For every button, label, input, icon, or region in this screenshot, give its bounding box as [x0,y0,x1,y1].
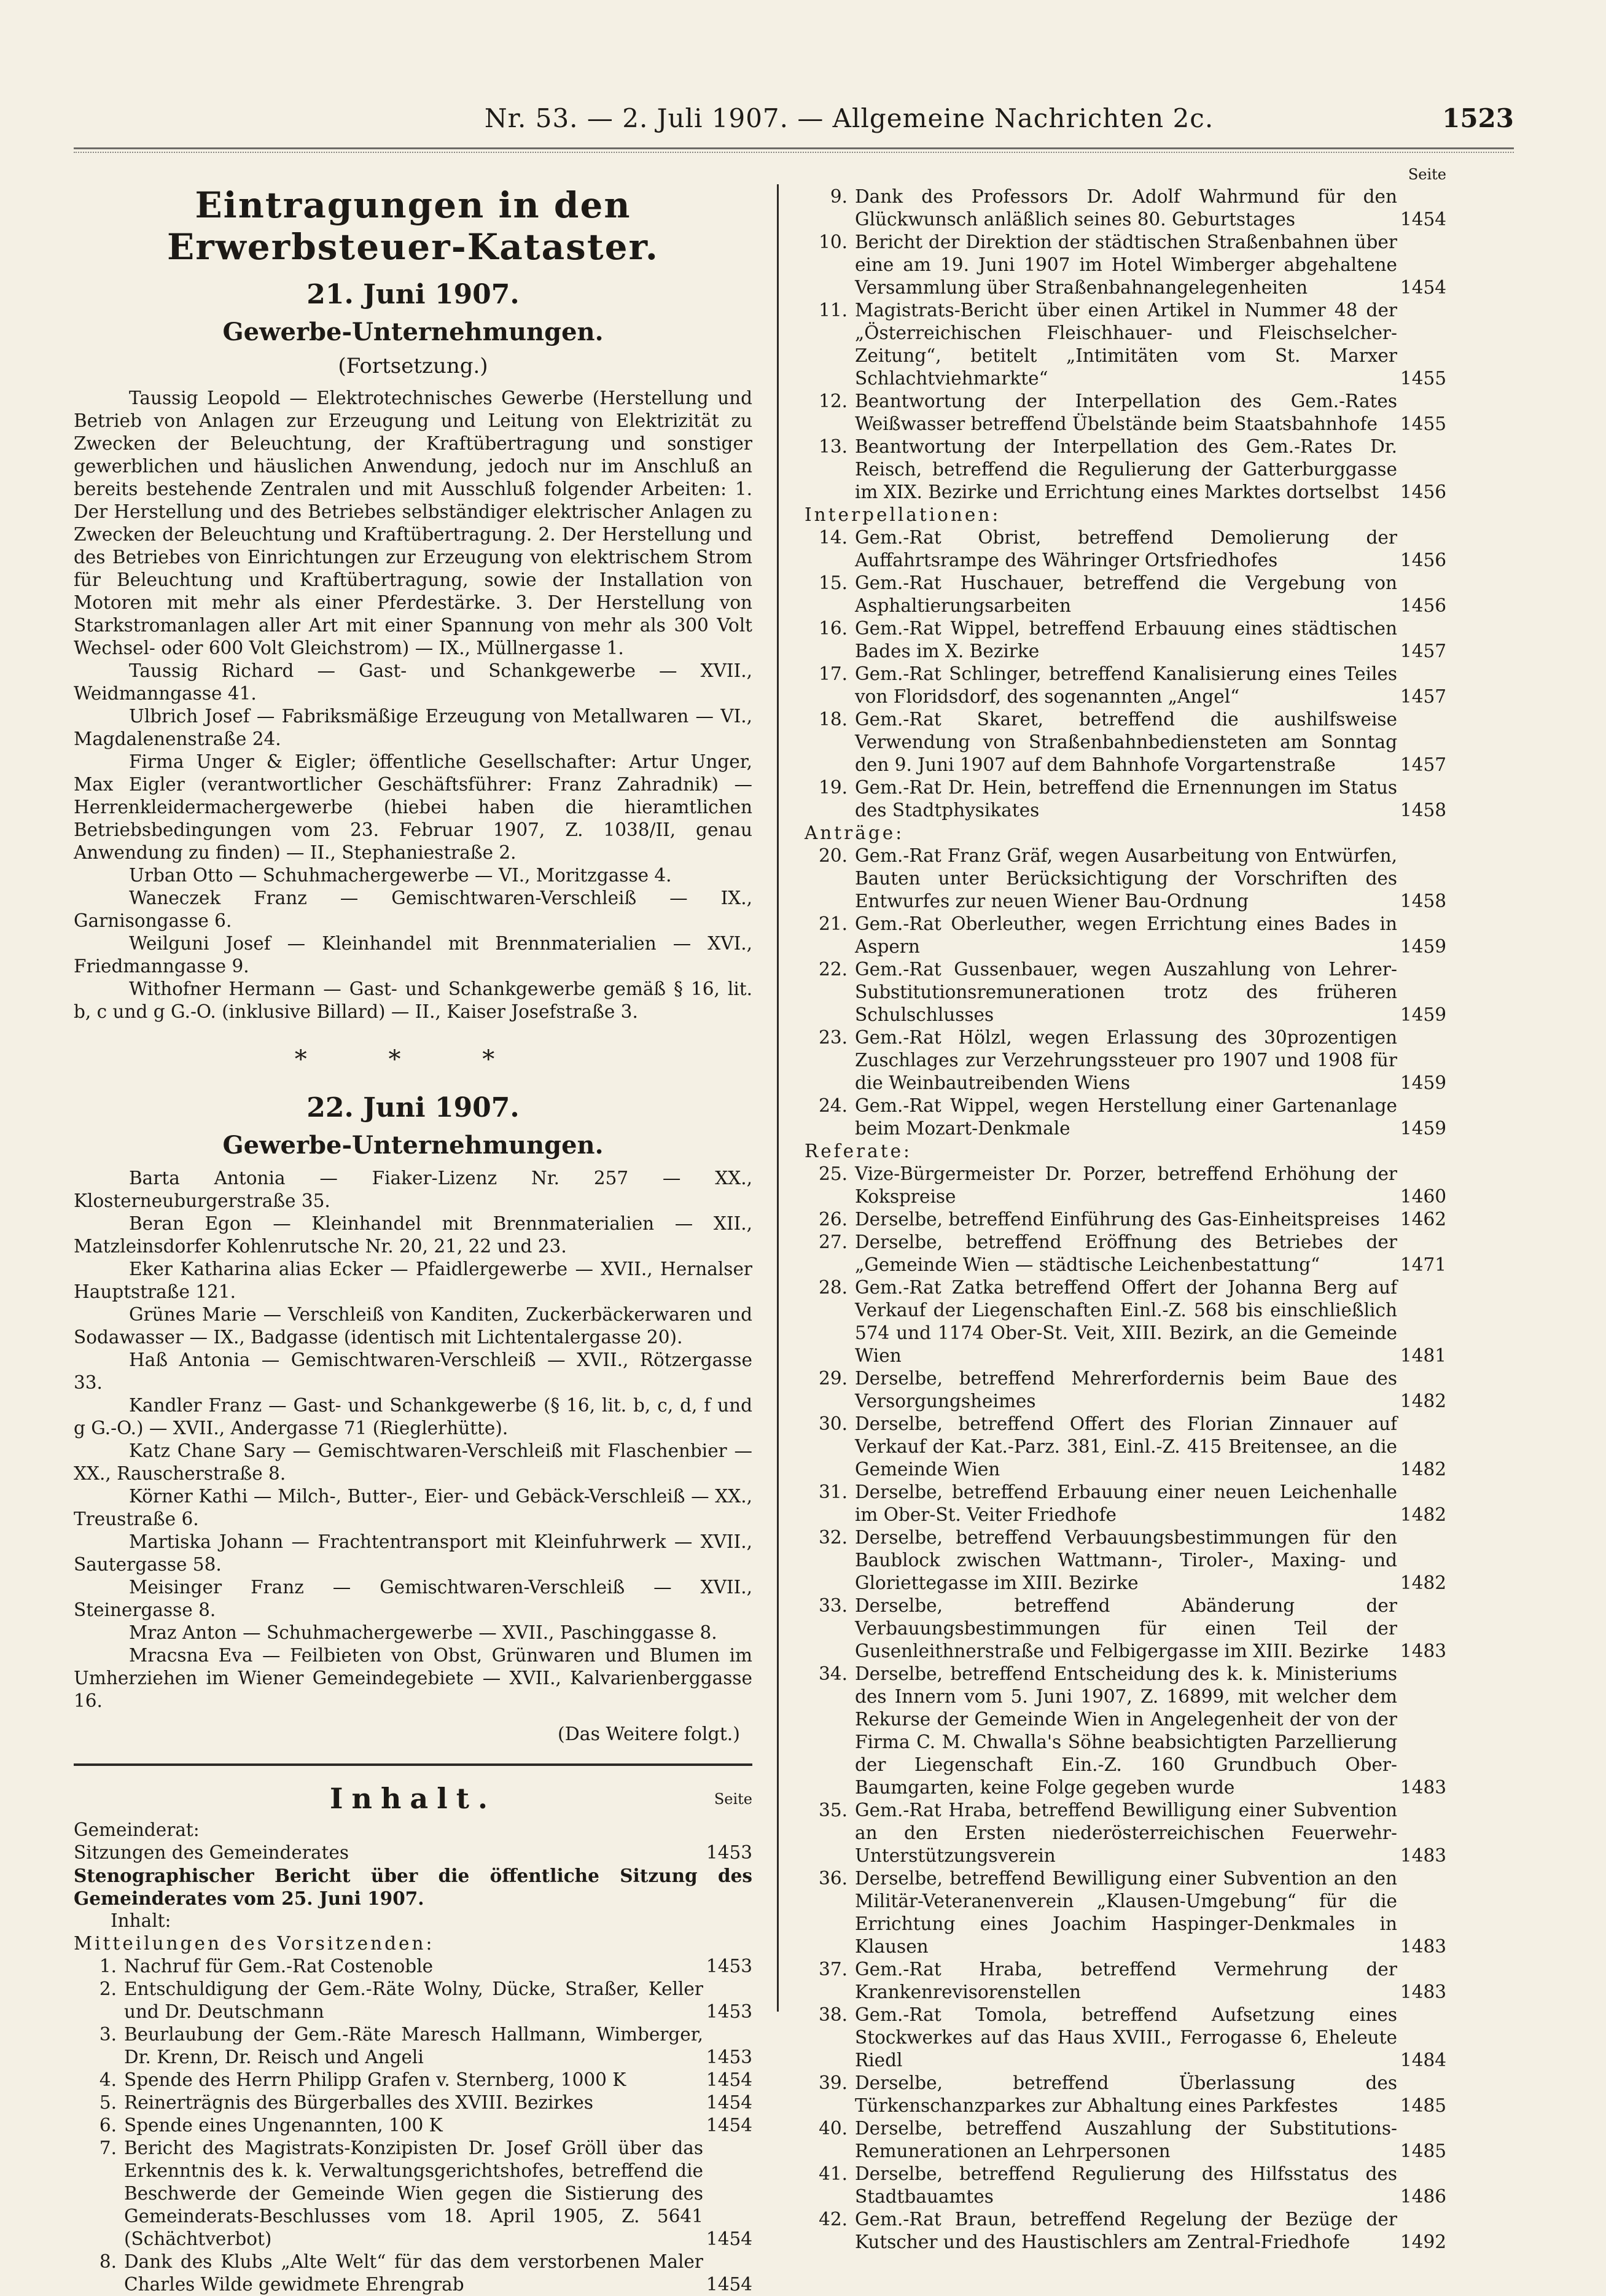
toc-page: 1459 [1400,1118,1446,1139]
toc-text: Derselbe, betreffend Auszahlung der Substitutions-Remunerationen an Lehrpersonen [855,2118,1397,2161]
toc-page: 1481 [1400,1345,1446,1366]
register-entry: Firma Unger & Eigler; öffentliche Gesellschafter: Artur Unger, Max Eigler (verantwortlicher Geschäftsführer: Franz Zahradnik) — Herrenkleidermachergewerbe (hiebei haben die hieramtlichen Betriebsbedingungen vom 23. Februar 1907, Z. 1038/II, genau Anwendung zu finden) — II., Stephaniestraße 2. [74,751,752,863]
toc-row [805,617,1446,663]
toc-text: Beantwortung der Interpellation des Gem.-Rates Dr. Reisch, betreffend die Regulierung der Gatterburggasse im XIX. Bezirke und Errichtung eines Marktes dortselbst [855,436,1397,502]
toc-row [74,1955,752,1978]
toc-number: 18. [819,709,848,730]
toc-text: Gem.-Rat Obrist, betreffend Demolierung der Auffahrtsrampe des Währinger Ortsfriedhofes [855,527,1397,571]
toc-page: 1454 [706,2115,752,2136]
antraege-label: Anträge: [805,822,905,843]
toc-number: 26. [819,1209,848,1230]
toc-page: 1483 [1400,1936,1446,1957]
toc-number: 10. [819,232,848,252]
toc-number: 24. [819,1095,848,1116]
toc-page: 1454 [706,2228,752,2249]
right-column [805,160,1446,2252]
toc-text: Nachruf für Gem.-Rat Costenoble [124,1956,434,1977]
toc-row [805,1663,1446,1799]
register-entry: Körner Kathi — Milch-, Butter-, Eier- und Gebäck-Verschleiß — XX., Treustraße 6. [74,1486,752,1529]
section-subtitle-1: Gewerbe-Unternehmungen. [222,318,604,346]
toc-text: Derselbe, betreffend Eröffnung des Betriebes der „Gemeinde Wien — städtische Leichenbestattung“ [855,1232,1397,1275]
register-entry: Martiska Johann — Frachtentransport mit Kleinfuhrwerk — XVII., Sautergasse 58. [74,1531,752,1575]
toc-page: 1458 [1400,891,1446,912]
toc-page: 1486 [1400,2186,1446,2207]
toc-page: 1454 [1400,209,1446,230]
toc-page: 1456 [1400,482,1446,502]
toc-page: 1471 [1400,1254,1446,1275]
toc-row [805,1413,1446,1481]
toc-page: 1458 [1400,800,1446,821]
toc-row [74,2137,752,2251]
toc-row [805,1526,1446,1595]
toc-text: Magistrats-Bericht über einen Artikel in Nummer 48 der „Österreichischen Fleischhauer- und Fleischselcher-Zeitung“, betitelt „Intimitäten vom St. Marxer Schlachtviehmarkte“ [855,300,1397,389]
toc-row [805,572,1446,617]
toc-text: Derselbe, betreffend Einführung des Gas-Einheitspreises [855,1209,1380,1230]
referate-label: Referate: [805,1141,912,1162]
toc-row [74,2251,752,2296]
toc-row [805,1095,1446,1140]
toc-number: 5. [99,2092,117,2113]
toc-row [805,1867,1446,1958]
toc-text: Spende des Herrn Philipp Grafen v. Sternberg, 1000 K [124,2069,626,2090]
toc-text: Dank des Professors Dr. Adolf Wahrmund für den Glückwunsch anläßlich seines 80. Geburtstages [855,186,1397,230]
entries-list-2 [74,1167,752,1712]
toc-row [805,2117,1446,2163]
toc-text: Gem.-Rat Zatka betreffend Offert der Johanna Berg auf Verkauf der Liegenschaften Einl.-Z. 568 bis einschließlich 574 und 1174 Ober-St. Veit, XIII. Bezirk, an die Gemeinde Wien [855,1277,1397,1366]
register-entry: Taussig Richard — Gast- und Schankgewerbe — XVII., Weidmanngasse 41. [74,660,752,704]
register-entry: Mraz Anton — Schuhmachergewerbe — XVII., Paschinggasse 8. [129,1622,717,1643]
toc-number: 14. [819,527,848,548]
toc-page: 1456 [1400,550,1446,571]
register-entry: Meisinger Franz — Gemischtwaren-Verschleiß — XVII., Steinergasse 8. [74,1577,752,1620]
page-header [74,103,1514,146]
toc-row [805,663,1446,708]
toc-row [805,1799,1446,1867]
toc-row [805,390,1446,435]
toc-number: 36. [819,1868,848,1889]
toc-number: 11. [819,300,848,321]
toc-number: 3. [99,2024,117,2045]
toc-number: 33. [819,1595,848,1616]
toc-page: 1454 [706,2069,752,2090]
toc-text: Gem.-Rat Oberleuther, wegen Errichtung eines Bades in Aspern [855,913,1397,957]
toc-row [805,1208,1446,1231]
toc-page: 1453 [706,1842,752,1863]
register-entry: Beran Egon — Kleinhandel mit Brennmaterialien — XII., Matzleinsdorfer Kohlenrutsche Nr. 20, 21, 22 und 23. [74,1213,752,1257]
toc-number: 1. [99,1956,117,1977]
toc-row [805,1595,1446,1663]
toc-row [74,2114,752,2137]
toc-number: 41. [819,2163,848,2184]
toc-number: 4. [99,2069,117,2090]
toc-row [805,2208,1446,2254]
toc-list-b [805,526,1446,822]
toc-number: 19. [819,777,848,798]
toc-number: 21. [819,913,848,934]
toc-text: Bericht des Magistrats-Konzipisten Dr. Josef Gröll über das Erkenntnis des k. k. Verwaltungsgerichtshofes, betreffend die Beschwerde der Gemeinde Wien gegen die Sistierung des Gemeinderats-Beschlusses vom 18. April 1905, Z. 5641 (Schächtverbot) [124,2138,703,2249]
toc-text: Gem.-Rat Wippel, wegen Herstellung einer Gartenanlage beim Mozart-Denkmale [855,1095,1397,1139]
toc-number: 29. [819,1368,848,1389]
toc-page: 1457 [1400,686,1446,707]
toc-page: 1459 [1400,1072,1446,1093]
toc-number: 37. [819,1959,848,1980]
toc-row [805,1231,1446,1276]
register-entry: Barta Antonia — Fiaker-Lizenz Nr. 257 — XX., Klosterneuburgerstraße 35. [74,1168,752,1211]
toc-row [805,299,1446,390]
toc-page: 1455 [1400,413,1446,434]
toc-row [805,845,1446,913]
toc-text: Derselbe, betreffend Abänderung der Verbauungsbestimmungen für einen Teil der Gusenleithnerstraße und Felbigergasse im XIII. Bezirke [855,1595,1397,1661]
toc-page: 1492 [1400,2232,1446,2252]
toc-page: 1485 [1400,2141,1446,2161]
register-entry: Ulbrich Josef — Fabriksmäßige Erzeugung von Metallwaren — VI., Magdalenenstraße 24. [74,706,752,749]
steno-heading: Stenographischer Bericht über die öffentliche Sitzung des Gemeinderates vom 25. Juni 1907. [74,1865,752,1909]
toc-number: 16. [819,618,848,639]
toc-row [74,1978,752,2023]
register-entry: Mracsna Eva — Feilbieten von Obst, Grünwaren und Blumen im Umherziehen im Wiener Gemeindegebiete — XVII., Kalvarienberggasse 16. [74,1645,752,1711]
toc-text: Entschuldigung der Gem.-Räte Wolny, Dücke, Straßer, Keller und Dr. Deutschmann [124,1978,703,2022]
toc-text: Derselbe, betreffend Mehrerfordernis beim Baue des Versorgungsheimes [855,1368,1397,1412]
toc-row [805,776,1446,822]
seite-label-right: Seite [1408,166,1446,183]
toc-text: Derselbe, betreffend Entscheidung des k. k. Ministeriums des Innern vom 5. Juni 1907, Z. 16899, mit welcher dem Rekurse der Gemeinde Wien in Angelegenheit der von der Firma C. M. Chwalla's Söhne beabsichtigten Parzellierung der Liegenschaft Ein.-Z. 160 Grundbuch Ober-Baumgarten, keine Folge gegeben wurde [855,1663,1397,1798]
left-column [74,160,752,2295]
toc-number: 9. [830,186,848,207]
interpellationen-label: Interpellationen: [805,504,1001,525]
toc-page: 1456 [1400,595,1446,616]
toc-page: 1483 [1400,1777,1446,1798]
toc-page: 1457 [1400,754,1446,775]
register-entry: Weilguni Josef — Kleinhandel mit Brennmaterialien — XVI., Friedmanngasse 9. [74,933,752,977]
register-entry: Katz Chane Sary — Gemischtwaren-Verschleiß mit Flaschenbier — XX., Rauscherstraße 8. [74,1440,752,1484]
toc-text: Derselbe, betreffend Erbauung einer neuen Leichenhalle im Ober-St. Veiter Friedhofe [855,1482,1397,1525]
toc-number: 28. [819,1277,848,1298]
toc-number: 12. [819,391,848,412]
toc-page: 1453 [706,1956,752,1977]
toc-number: 15. [819,572,848,593]
column-divider [777,184,779,2012]
toc-number: 40. [819,2118,848,2139]
toc-row [805,2004,1446,2072]
entries-list-1 [74,387,752,1023]
toc-row [805,708,1446,776]
toc-text: Gem.-Rat Hraba, betreffend Vermehrung der Krankenrevisorenstellen [855,1959,1397,2002]
toc-number: 8. [99,2251,117,2272]
toc-row [805,1367,1446,1413]
toc-text: Gem.-Rat Huschauer, betreffend die Vergebung von Asphaltierungsarbeiten [855,572,1397,616]
toc-page: 1482 [1400,1391,1446,1412]
toc-page: 1454 [1400,277,1446,298]
toc-text: Derselbe, betreffend Verbauungsbestimmungen für den Baublock zwischen Wattmann-, Tiroler-, Maxing- und Gloriettegasse im XIII. Bezirke [855,1527,1397,1593]
toc-text: Dank des Klubs „Alte Welt“ für das dem verstorbenen Maler Charles Wilde gewidmete Ehrengrab [124,2251,703,2295]
toc-row [805,1481,1446,1526]
toc-page: 1455 [1400,368,1446,389]
toc-text: Gem.-Rat Hraba, betreffend Bewilligung einer Subvention an den Ersten niederösterreichischen Feuerwehr-Unterstützungsverein [855,1800,1397,1866]
toc-text: Beantwortung der Interpellation des Gem.-Rates Weißwasser betreffend Übelstände beim Staatsbahnhofe [855,391,1397,434]
toc-text: Gem.-Rat Franz Gräf, wegen Ausarbeitung von Entwürfen, Bauten unter Berücksichtigung der Vorschriften des Entwurfes zur neuen Wiener Bau-Ordnung [855,845,1397,912]
toc-text: Gem.-Rat Tomola, betreffend Aufsetzung eines Stockwerkes auf das Haus XVIII., Ferrogasse 6, Eheleute Riedl [855,2004,1397,2071]
toc-row [805,913,1446,958]
toc-list-d [805,1163,1446,2254]
toc-list-c [805,845,1446,1140]
toc-page: 1459 [1400,1004,1446,1025]
toc-text: Spende eines Ungenannten, 100 K [124,2115,443,2136]
register-entry: Eker Katharina alias Ecker — Pfaidlergewerbe — XVII., Hernalser Hauptstraße 121. [74,1259,752,1302]
toc-text: Gem.-Rat Gussenbauer, wegen Auszahlung von Lehrer-Substitutionsremunerationen trotz des früheren Schulschlusses [855,959,1397,1025]
toc-page: 1483 [1400,1641,1446,1661]
toc-page: 1485 [1400,2095,1446,2116]
toc-row [805,2163,1446,2208]
contents-title: Inhalt. [330,1782,496,1815]
register-entry: Haß Antonia — Gemischtwaren-Verschleiß — XVII., Rötzergasse 33. [74,1349,752,1393]
toc-text: Gem.-Rat Hölzl, wegen Erlassung des 30prozentigen Zuschlages zur Verzehrungssteuer pro 1907 und 1908 für die Weinbautreibenden Wiens [855,1027,1397,1093]
toc-text: Derselbe, betreffend Offert des Florian Zinnauer auf Verkauf der Kat.-Parz. 381, Einl.-Z. 415 Breitensee, an die Gemeinde Wien [855,1413,1397,1480]
continuation-note: (Fortsetzung.) [338,354,488,378]
toc-page: 1453 [706,2001,752,2022]
section-date-1: 21. Juni 1907. [306,279,520,310]
page-title: Eintragungen in den Erwerbsteuer-Kataster. [167,184,659,268]
toc-text: Vize-Bürgermeister Dr. Porzer, betreffend Erhöhung der Kokspreise [855,1163,1397,1207]
contents-header [74,1782,752,1819]
toc-text: Gem.-Rat Braun, betreffend Regelung der Bezüge der Kutscher und des Haustischlers am Zentral-Friedhofe [855,2209,1397,2252]
toc-row [805,958,1446,1026]
toc-page: 1483 [1400,1982,1446,2002]
toc-list-left [74,1955,752,2296]
toc-number: 7. [99,2138,117,2158]
toc-page: 1484 [1400,2050,1446,2071]
toc-number: 13. [819,436,848,457]
toc-number: 2. [99,1978,117,1999]
section-date-2: 22. Juni 1907. [306,1092,520,1123]
toc-text: Gem.-Rat Wippel, betreffend Erbauung eines städtischen Bades im X. Bezirke [855,618,1397,662]
toc-page: 1462 [1400,1209,1446,1230]
toc-number: 38. [819,2004,848,2025]
toc-number: 35. [819,1800,848,1821]
toc-list-a [805,185,1446,504]
toc-page: 1482 [1400,1459,1446,1480]
section-rule [74,1763,752,1766]
toc-row [805,1276,1446,1367]
toc-number: 6. [99,2115,117,2136]
toc-row [74,2069,752,2091]
toc-page: 1482 [1400,1504,1446,1525]
toc-number: 31. [819,1482,848,1502]
register-entry: Grünes Marie — Verschleiß von Kanditen, Zuckerbäckerwaren und Sodawasser — IX., Badgasse (identisch mit Lichtentalergasse 20). [74,1304,752,1348]
separator-stars: * * * [294,1045,532,1074]
toc-row [805,1163,1446,1208]
toc-text: Sitzungen des Gemeinderates [74,1842,349,1863]
toc-row [74,2091,752,2114]
toc-row [805,185,1446,231]
gemeinderat-label: Gemeinderat: [74,1819,200,1840]
toc-row [805,526,1446,572]
toc-row [805,1026,1446,1095]
toc-text: Bericht der Direktion der städtischen Straßenbahnen über eine am 19. Juni 1907 im Hotel Wimberger abgehaltene Versammlung über Straßenbahnangelegenheiten [855,232,1397,298]
section-subtitle-2: Gewerbe-Unternehmungen. [222,1131,604,1160]
toc-row [805,435,1446,504]
header-rule [74,147,1514,157]
toc-text: Gem.-Rat Skaret, betreffend die aushilfsweise Verwendung von Straßenbahnbediensteten am Sonntag den 9. Juni 1907 auf dem Bahnhofe Vorgartenstraße [855,709,1397,775]
continued-note: (Das Weitere folgt.) [557,1724,740,1745]
toc-row-sitzungen [74,1841,752,1864]
toc-page: 1483 [1400,1845,1446,1866]
toc-text: Derselbe, betreffend Bewilligung einer Subvention an den Militär-Veteranenverein „Klausen-Umgebung“ für die Errichtung eines Joachim Haspinger-Denkmales in Klausen [855,1868,1397,1957]
toc-number: 23. [819,1027,848,1048]
toc-page: 1453 [706,2047,752,2068]
register-entry: Withofner Hermann — Gast- und Schankgewerbe gemäß § 16, lit. b, c und g G.-O. (inklusive Billard) — II., Kaiser Josefstraße 3. [74,978,752,1022]
toc-row [74,2023,752,2069]
toc-number: 25. [819,1163,848,1184]
register-entry: Taussig Leopold — Elektrotechnisches Gewerbe (Herstellung und Betrieb von Anlagen zur Erzeugung und Leitung von Elektrizität zu Zwecken der Beleuchtung, der Kraftübertragung und sonstiger gewerblichen und häuslichen Anwendung, jedoch nur im Anschluß an bereits bestehende Zentralen und mit Ausschluß folgender Arbeiten: 1. Der Herstellung und des Betriebes selbständiger elektrischer Anlagen zu Zwecken der Beleuchtung und Kraftübertragung. 2. Der Herstellung und des Betriebes von Einrichtungen zur Erzeugung von elektrischem Strom für Beleuchtung und Kraftübertragung, sowie der Installation von Motoren mit mehr als einer Pferdestärke. 3. Der Herstellung von Starkstromanlagen aller Art mit einer Spannung von mehr als 300 Volt Wechsel- oder 600 Volt Gleichstrom) — IX., Müllnergasse 1. [74,388,752,658]
toc-number: 42. [819,2209,848,2230]
seite-label: Seite [714,1790,752,1808]
toc-number: 22. [819,959,848,980]
register-entry: Kandler Franz — Gast- und Schankgewerbe (§ 16, lit. b, c, d, f und g G.-O.) — XVII., Andergasse 71 (Rieglerhütte). [74,1395,752,1439]
toc-page: 1460 [1400,1186,1446,1207]
toc-number: 34. [819,1663,848,1684]
toc-text: Beurlaubung der Gem.-Räte Maresch Hallmann, Wimberger, Dr. Krenn, Dr. Reisch und Angeli [124,2024,703,2068]
toc-text: Gem.-Rat Schlinger, betreffend Kanalisierung eines Teiles von Floridsdorf, des sogenannten „Angel“ [855,663,1397,707]
toc-text: Gem.-Rat Dr. Hein, betreffend die Ernennungen im Status des Stadtphysikates [855,777,1397,821]
toc-number: 30. [819,1413,848,1434]
register-entry: Waneczek Franz — Gemischtwaren-Verschleiß — IX., Garnisongasse 6. [74,888,752,931]
toc-number: 39. [819,2072,848,2093]
toc-page: 1454 [706,2092,752,2113]
toc-text: Derselbe, betreffend Regulierung des Hilfsstatus des Stadtbauamtes [855,2163,1397,2207]
toc-page: 1459 [1400,936,1446,957]
toc-number: 17. [819,663,848,684]
header-title: Nr. 53. — 2. Juli 1907. — Allgemeine Nachrichten 2c. [484,103,1214,133]
toc-number: 20. [819,845,848,866]
toc-text: Derselbe, betreffend Überlassung des Türkenschanzparkes zur Abhaltung eines Parkfestes [855,2072,1397,2116]
mitteilungen-label: Mitteilungen des Vorsitzenden: [74,1933,435,1954]
inhalt-label: Inhalt: [111,1910,171,1931]
toc-number: 27. [819,1232,848,1252]
page-number: 1523 [1442,103,1514,133]
toc-page: 1482 [1400,1572,1446,1593]
toc-row [805,1958,1446,2004]
toc-row [805,231,1446,299]
toc-number: 32. [819,1527,848,1548]
toc-text: Reinerträgnis des Bürgerballes des XVIII. Bezirkes [124,2092,594,2113]
toc-row [805,2072,1446,2117]
toc-page: 1457 [1400,641,1446,662]
register-entry: Urban Otto — Schuhmachergewerbe — VI., Moritzgasse 4. [129,865,672,886]
toc-page: 1454 [706,2274,752,2295]
